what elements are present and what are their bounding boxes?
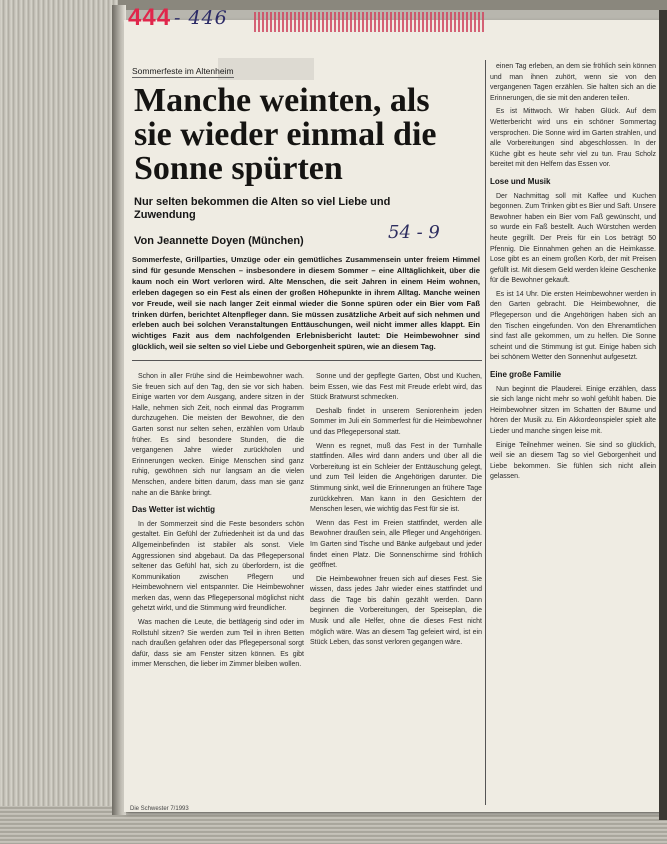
page-footer: Die Schwester 7/1993	[130, 806, 189, 812]
paragraph: Einige Teilnehmer weinen. Sie sind so glücklich, weil sie an diesem Tag so viel Geborgenheit und Liebe bekommen. Sie fühlen sich nicht allein gelassen.	[490, 441, 656, 481]
paragraph: einen Tag erleben, an dem sie fröhlich sein können und man ihnen zuhört, wenn sie von den vergangenen Tagen erzählen. Sie halten sich an die Erinnerungen, die sie mit den anderen teilen.	[490, 63, 656, 102]
paragraph: In der Sommerzeit sind die Feste besonders schön gestaltet. Ein Gefühl der Zufriedenheit ist da und das Allgemeinbefinden ist stabiler als sonst. Viele Aggressionen sind abgebaut. Da das Pflegepersonal seltener das Gefühl hat, sich zu überfordern, ist die Kommunikation zwischen Pflegern und Heimbewohnern viel entspannter. Die Heimbewohner merken das, wenn das Pflegepersonal möglichst nicht gehetzt wirkt, und die Stimmung wird freundlicher.	[132, 520, 304, 613]
paragraph: Sonne und der gepflegte Garten, Obst und Kuchen, beim Essen, wie das Fest mit Freude erlebt wird, das Stück Bratwurst schmecken.	[310, 373, 482, 402]
header-hatch-bar	[254, 12, 486, 32]
page-stack-left-edges	[0, 0, 118, 844]
lead-divider	[132, 360, 482, 361]
article-column-3	[490, 62, 656, 806]
column-divider	[485, 60, 486, 805]
section-heading: Lose und Musik	[490, 176, 551, 186]
article-column-1	[132, 372, 304, 806]
scan-right-border	[659, 10, 667, 820]
article-column-2	[310, 372, 482, 806]
paragraph: Wenn es regnet, muß das Fest in der Turnhalle stattfinden. Alles wird dann anders und über all die Vorbereitung ist ein Schleier der Enttäuschung gelegt, und zum Teil leiden die Angehörigen darunter. Die Stimmung sinkt, weil die Erinnerungen an frühere Tage zurückkehren. Man kann in den Gesichtern der Menschen lesen, wie wichtig das Fest für sie ist.	[310, 442, 482, 514]
section-heading: Eine große Familie	[490, 370, 562, 380]
paragraph: Was machen die Leute, die bettlägerig sind oder im Rollstuhl sitzen? Sie werden zum Teil in ihren Betten nach draußen gefahren oder das Pflegepersonal sorgt dafür, dass sie am Fenster sitzen können. Es gibt immer Menschen, die lieber im Zimmer bleiben wollen.	[132, 619, 304, 669]
article-kicker: Sommerfeste im Altenheim	[132, 66, 234, 76]
paragraph: Es ist 14 Uhr. Die ersten Heimbewohner werden in den Garten gebracht. Die Heimbewohner, die Pflegeperson und die Angehörigen haben sich an den Tischen eingefunden. Von den Ehrenamtlichen sind fast alle gekommen, um zu helfen. Die Sonne scheint und die Stimmung ist gut. Einige haben sich bei schönem Wetter den Sonnenhut aufgesetzt.	[490, 290, 656, 362]
article-subhead: Nur selten bekommen die Alten so viel Liebe und Zuwendung	[134, 196, 391, 221]
handwritten-annotation: 54 - 9	[388, 222, 440, 243]
paragraph: Schon in aller Frühe sind die Heimbewohner wach. Sie freuen sich auf den Tag, den sie vor sich haben. Einige warten vor dem Ausgang, andere sitzen in der Halle, nehmen sich Zeit, noch einmal das Programm durchzugehen. Die meisten der Bewohner, die den Garten sonst nur selten sehen, erzählen vom Urlaub früher. Es sind besondere Stunden, die die vergangenen Jahre wieder zurückholen und Erinnerungen wecken. Einige Menschen sind ganz ruhig, gewöhnen sich nur langsam an die vielen Menschen, andere bitten darum, dass man sie ganz nahe an die Bänke bringt.	[132, 373, 304, 497]
page-number: 444	[128, 4, 172, 31]
article-lead: Sommerfeste, Grillparties, Umzüge oder ein gemütliches Zusammensein unter freiem Himmel sind für gesunde Menschen – insbesondere in diesem Sommer – eine Alltäglichkeit, über die kaum noch ein Wort verloren wird. Alte Menschen, die seit Jahren in einem Heim wohnen, erleben dagegen so ein Fest als einen der großen Höhepunkte in ihrem Alltag. Manche weinen vor Freude, weil sie nach langer Zeit einmal wieder die Sonne spüren oder ein Bier vom Faß trinken dürfen, berichtet Altenpfleger dann. Sie müssen zusätzliche Arbeit auf sich nehmen und erleben auch bei solchen Veranstaltungen Enttäuschungen, weil nicht immer alles klappt. Ein wichtiges Fazit aus dem nachfolgenden Erlebnisbericht lautet: Die Heimbewohner sind glücklich, weil sie selten so viel Liebe und Geborgenheit spüren, wie an diesem Tag.	[132, 255, 480, 352]
article-headline: Manche weinten, als sie wieder einmal die Sonne spürten	[134, 82, 437, 187]
article-author: Von Jeannette Doyen (München)	[134, 235, 304, 247]
paragraph: Die Heimbewohner freuen sich auf dieses Fest. Sie wissen, dass jedes Jahr wieder eines stattfindet und dass die Tage bis dahin gezählt werden. Dann beginnen die Vorbereitungen, der Speiseplan, die Musik und alle Helfer, ohne die dieses Fest nicht möglich wäre. Was an diesem Tag gefeiert wird, ist ein Stück Leben, das sonst verloren gegangen wäre.	[310, 575, 482, 647]
handwritten-page-range: - 446	[174, 7, 228, 29]
section-heading: Das Wetter ist wichtig	[132, 505, 215, 515]
paragraph: Deshalb findet in unserem Seniorenheim jeden Sommer im Juli ein Sommerfest für die Heimbewohner und das Pflegepersonal statt.	[310, 407, 482, 436]
paragraph: Nun beginnt die Plauderei. Einige erzählen, dass sie sich lange nicht mehr so wohl gefühlt haben. Die Heimbewohner sitzen im Schatten der Bäume und hören der Musik zu. Ein Akkordeonspieler spielt alte Lieder und manche singen leise mit.	[490, 385, 656, 435]
paragraph: Es ist Mittwoch. Wir haben Glück. Auf dem Wetterbericht wird uns ein schöner Sommertag versprochen. Die Sonne wird im Garten strahlen, und alle Vorbereitungen sind abgeschlossen. In der Küche gibt es heute sehr viel zu tun. Frau Scholz bereitet mit den Helfern das Essen vor.	[490, 108, 656, 169]
paragraph: Der Nachmittag soll mit Kaffee und Kuchen begonnen. Zum Trinken gibt es Bier und Saft. Unsere Bewohner haben ein Bier vom Faß gewünscht, und so wurde ein Faß bestellt. Auch Würstchen werden heute gegrillt. Der Preis für ein Los beträgt 50 Pfennig. Die Einnahmen gehen an die Heimkasse. Lose gibt es an einem großen Korb, der mit Preisen gefüllt ist. Mit diesem Geld werden kleine Geschenke für die Bewohner gekauft.	[490, 192, 656, 285]
paragraph: Wenn das Fest im Freien stattfindet, werden alle Bewohner draußen sein, alle Pfleger und Angehörigen. Im Garten sind Tische und Bänke aufgebaut und jeder findet einen Platz. Die Sonnenschirme sind fröhlich geöffnet.	[310, 519, 482, 570]
